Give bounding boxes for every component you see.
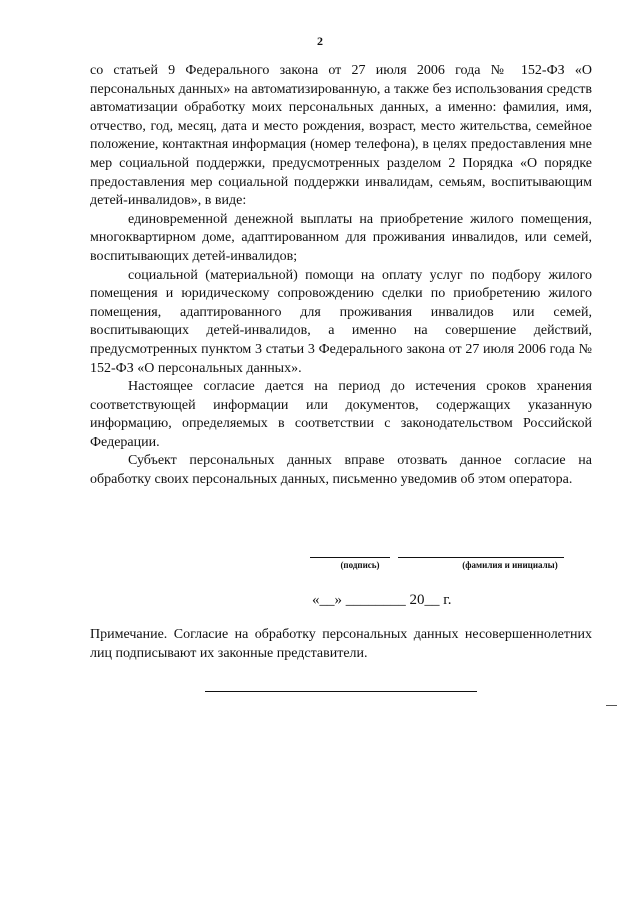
note-block <box>90 626 592 663</box>
margin-mark <box>606 705 617 706</box>
consent-paragraph-validity-period: Настоящее согласие дается на период до истечения сроков хранения соответствующей информации или документов, содержащих указанную информацию, определяемых в соответствии с законодательством Российской Федерации. <box>90 379 592 450</box>
signature-block <box>310 543 592 583</box>
consent-paragraph-lead: со статьей 9 Федерального закона от 27 июля 2006 года № 152-ФЗ «О персональных данных» на автоматизированную, а также без использования средств автоматизации обработку моих персональных данных, а именно: фамилия, имя, отчество, год, месяц, дата и место рождения, возраст, место жительства, семейное положение, контактная информация (номер телефона), в целях предоставления мне мер социальной поддержки, предусмотренных разделом 2 Порядка «О порядке предоставления мер социальной поддержки инвалидам, семьям, воспитывающим детей-инвалидов», в виде: <box>90 63 592 209</box>
consent-paragraph-revocation: Субъект персональных данных вправе отозвать данное согласие на обработку своих персональных данных, письменно уведомив об этом оператора. <box>90 453 592 488</box>
signature-line <box>310 557 390 558</box>
consent-body <box>90 62 592 490</box>
full-name-line <box>398 557 564 558</box>
consent-paragraph-lump-sum: единовременной денежной выплаты на приобретение жилого помещения, многоквартирном доме, адаптированном для проживания инвалидов, или семей, воспитывающих детей-инвалидов; <box>90 211 592 264</box>
note-text: Примечание. Согласие на обработку персональных данных несовершеннолетних лиц подписывают их законные представители. <box>90 627 592 661</box>
signature-caption: (подпись) <box>340 560 380 570</box>
date-line: «__» ________ 20__ г. <box>312 592 452 608</box>
consent-paragraph-material-aid: социальной (материальной) помощи на оплату услуг по подбору жилого помещения и юридическому сопровождению сделки по приобретению жилого помещения, адаптированного для проживания инвалидов или семей, воспитывающих детей-инвалидов, а именно на совершение действий, предусмотренных пунктом 3 статьи 3 Федерального закона от 27 июля 2006 года № 152-ФЗ «О персональных данных». <box>90 267 592 376</box>
end-of-document-rule <box>205 691 477 692</box>
page-number: 2 <box>317 34 323 48</box>
full-name-caption: (фамилия и инициалы) <box>462 560 558 570</box>
